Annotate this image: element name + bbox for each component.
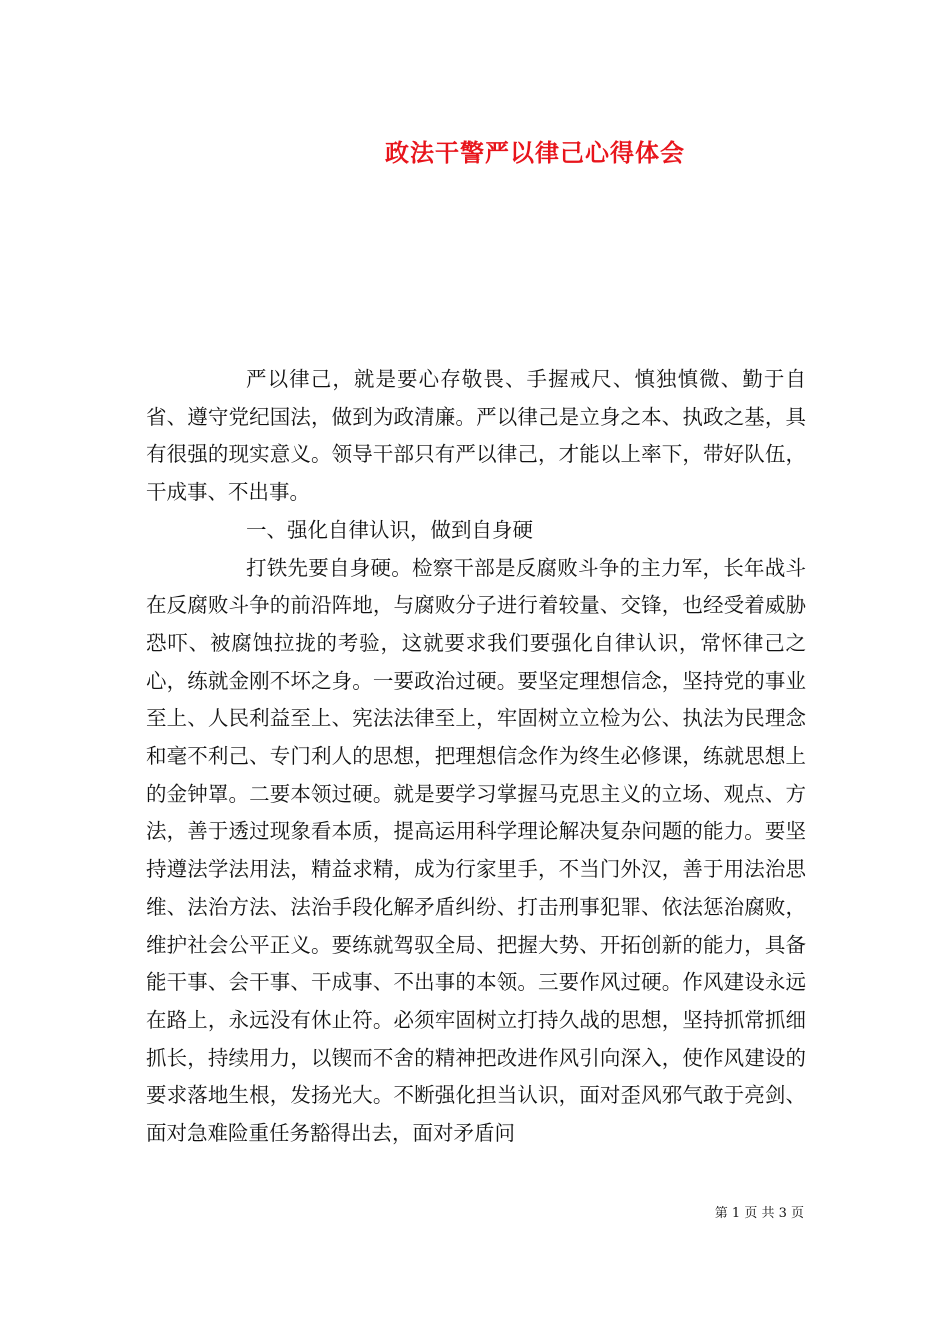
section-heading: 一、强化自律认识，做到自身硬 bbox=[246, 517, 533, 542]
document-title: 政法干警严以律己心得体会 bbox=[385, 138, 685, 167]
page-number-footer: 第 1 页 共 3 页 bbox=[714, 1206, 804, 1221]
paragraph-intro: 严以律己，就是要心存敬畏、手握戒尺、慎独慎微、勤于自省、遵守党纪国法，做到为政清廉。严以律己是立身之本、执政之基，具有很强的现实意义。领导干部只有严以律己，才能以上率下，带好队伍，干成事、不出事。 bbox=[146, 367, 806, 505]
paragraph-section-one: 打铁先要自身硬。检察干部是反腐败斗争的主力军，长年战斗在反腐败斗争的前沿阵地，与腐败分子进行着较量、交锋，也经受着威胁恐吓、被腐蚀拉拢的考验，这就要求我们要强化自律认识，常怀律己之心，练就金刚不坏之身。一要政治过硬。要坚定理想信念，坚持党的事业至上、人民利益至上、宪法法律至上，牢固树立立检为公、执法为民理念和毫不利己、专门利人的思想，把理想信念作为终生必修课，练就思想上的金钟罩。二要本领过硬。就是要学习掌握马克思主义的立场、观点、方法，善于透过现象看本质，提高运用科学理论解决复杂问题的能力。要坚持遵法学法用法，精益求精，成为行家里手，不当门外汉，善于用法治思维、法治方法、法治手段化解矛盾纠纷、打击刑事犯罪、依法惩治腐败，维护社会公平正义。要练就驾驭全局、把握大势、开拓创新的能力，具备能干事、会干事、干成事、不出事的本领。三要作风过硬。作风建设永远在路上，永远没有休止符。必须牢固树立打持久战的思想，坚持抓常抓细抓长，持续用力，以锲而不舍的精神把改进作风引向深入，使作风建设的要求落地生根，发扬光大。不断强化担当认识，面对歪风邪气敢于亮剑、面对急难险重任务豁得出去，面对矛盾问 bbox=[146, 555, 806, 1146]
document-body bbox=[146, 361, 806, 1153]
